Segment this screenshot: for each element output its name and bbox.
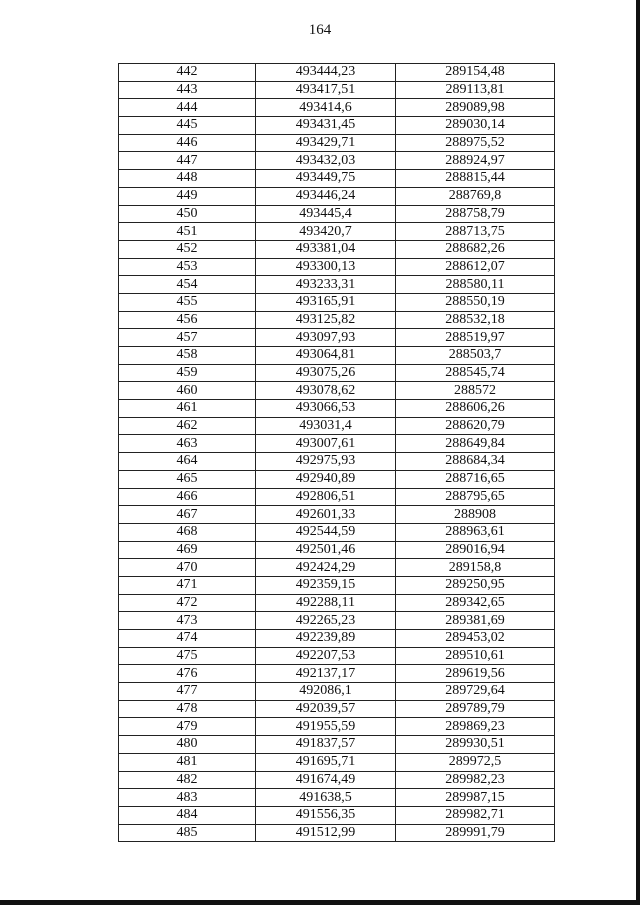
- x-coordinate-cell: 491638,5: [256, 789, 396, 807]
- y-coordinate-cell: 289453,02: [396, 630, 555, 648]
- point-number-cell: 461: [119, 400, 256, 418]
- point-number-cell: 469: [119, 541, 256, 559]
- table-row: [119, 647, 555, 665]
- x-coordinate-cell: 492975,93: [256, 453, 396, 471]
- y-coordinate-cell: 288815,44: [396, 170, 555, 188]
- x-coordinate-cell: 492239,89: [256, 630, 396, 648]
- table-row: [119, 400, 555, 418]
- y-coordinate-cell: 288519,97: [396, 329, 555, 347]
- point-number-cell: 476: [119, 665, 256, 683]
- x-coordinate-cell: 492265,23: [256, 612, 396, 630]
- point-number-cell: 473: [119, 612, 256, 630]
- x-coordinate-cell: 493417,51: [256, 81, 396, 99]
- point-number-cell: 449: [119, 187, 256, 205]
- point-number-cell: 460: [119, 382, 256, 400]
- y-coordinate-cell: 288503,7: [396, 347, 555, 365]
- point-number-cell: 442: [119, 64, 256, 82]
- table-row: [119, 470, 555, 488]
- table-row: [119, 276, 555, 294]
- x-coordinate-cell: 493233,31: [256, 276, 396, 294]
- point-number-cell: 477: [119, 683, 256, 701]
- point-number-cell: 481: [119, 753, 256, 771]
- y-coordinate-cell: 288606,26: [396, 400, 555, 418]
- table-row: [119, 541, 555, 559]
- x-coordinate-cell: 493078,62: [256, 382, 396, 400]
- point-number-cell: 470: [119, 559, 256, 577]
- x-coordinate-cell: 492501,46: [256, 541, 396, 559]
- table-row: [119, 223, 555, 241]
- table-row: [119, 64, 555, 82]
- point-number-cell: 457: [119, 329, 256, 347]
- table-row: [119, 789, 555, 807]
- point-number-cell: 480: [119, 736, 256, 754]
- y-coordinate-cell: 288975,52: [396, 134, 555, 152]
- table-row: [119, 364, 555, 382]
- y-coordinate-cell: 289789,79: [396, 700, 555, 718]
- x-coordinate-cell: 493064,81: [256, 347, 396, 365]
- y-coordinate-cell: 289113,81: [396, 81, 555, 99]
- y-coordinate-cell: 289154,48: [396, 64, 555, 82]
- y-coordinate-cell: 289158,8: [396, 559, 555, 577]
- x-coordinate-cell: 492544,59: [256, 523, 396, 541]
- point-number-cell: 468: [119, 523, 256, 541]
- point-number-cell: 485: [119, 824, 256, 842]
- y-coordinate-cell: 289342,65: [396, 594, 555, 612]
- y-coordinate-cell: 288649,84: [396, 435, 555, 453]
- y-coordinate-cell: 289250,95: [396, 576, 555, 594]
- table-row: [119, 576, 555, 594]
- x-coordinate-cell: 493414,6: [256, 99, 396, 117]
- point-number-cell: 474: [119, 630, 256, 648]
- table-row: [119, 205, 555, 223]
- table-row: [119, 488, 555, 506]
- y-coordinate-cell: 288716,65: [396, 470, 555, 488]
- y-coordinate-cell: 288795,65: [396, 488, 555, 506]
- x-coordinate-cell: 493446,24: [256, 187, 396, 205]
- table-row: [119, 99, 555, 117]
- x-coordinate-cell: 491695,71: [256, 753, 396, 771]
- y-coordinate-cell: 288572: [396, 382, 555, 400]
- table-row: [119, 559, 555, 577]
- point-number-cell: 453: [119, 258, 256, 276]
- x-coordinate-cell: 493007,61: [256, 435, 396, 453]
- table-row: [119, 683, 555, 701]
- point-number-cell: 445: [119, 117, 256, 135]
- x-coordinate-cell: 492086,1: [256, 683, 396, 701]
- point-number-cell: 446: [119, 134, 256, 152]
- x-coordinate-cell: 493420,7: [256, 223, 396, 241]
- point-number-cell: 443: [119, 81, 256, 99]
- x-coordinate-cell: 492806,51: [256, 488, 396, 506]
- x-coordinate-cell: 493381,04: [256, 240, 396, 258]
- x-coordinate-cell: 493097,93: [256, 329, 396, 347]
- x-coordinate-cell: 491512,99: [256, 824, 396, 842]
- y-coordinate-cell: 288682,26: [396, 240, 555, 258]
- table-row: [119, 612, 555, 630]
- table-row: [119, 81, 555, 99]
- point-number-cell: 467: [119, 506, 256, 524]
- y-coordinate-cell: 288532,18: [396, 311, 555, 329]
- x-coordinate-cell: 491955,59: [256, 718, 396, 736]
- point-number-cell: 463: [119, 435, 256, 453]
- table-row: [119, 665, 555, 683]
- page-number: 164: [308, 22, 332, 38]
- y-coordinate-cell: 289619,56: [396, 665, 555, 683]
- table-row: [119, 753, 555, 771]
- point-number-cell: 482: [119, 771, 256, 789]
- table-row: [119, 736, 555, 754]
- table-row: [119, 824, 555, 842]
- y-coordinate-cell: 288612,07: [396, 258, 555, 276]
- table-row: [119, 718, 555, 736]
- point-number-cell: 450: [119, 205, 256, 223]
- scan-border-right: [636, 0, 640, 905]
- point-number-cell: 478: [119, 700, 256, 718]
- table-row: [119, 382, 555, 400]
- point-number-cell: 479: [119, 718, 256, 736]
- y-coordinate-cell: 288580,11: [396, 276, 555, 294]
- table-row: [119, 152, 555, 170]
- table-row: [119, 134, 555, 152]
- y-coordinate-cell: 288758,79: [396, 205, 555, 223]
- y-coordinate-cell: 288769,8: [396, 187, 555, 205]
- table-row: [119, 806, 555, 824]
- y-coordinate-cell: 288620,79: [396, 417, 555, 435]
- y-coordinate-cell: 289991,79: [396, 824, 555, 842]
- y-coordinate-cell: 289381,69: [396, 612, 555, 630]
- y-coordinate-cell: 289987,15: [396, 789, 555, 807]
- y-coordinate-cell: 288684,34: [396, 453, 555, 471]
- x-coordinate-cell: 492207,53: [256, 647, 396, 665]
- y-coordinate-cell: 288908: [396, 506, 555, 524]
- x-coordinate-cell: 491556,35: [256, 806, 396, 824]
- table-row: [119, 258, 555, 276]
- point-number-cell: 459: [119, 364, 256, 382]
- x-coordinate-cell: 492359,15: [256, 576, 396, 594]
- x-coordinate-cell: 493066,53: [256, 400, 396, 418]
- table-row: [119, 506, 555, 524]
- point-number-cell: 465: [119, 470, 256, 488]
- point-number-cell: 472: [119, 594, 256, 612]
- point-number-cell: 454: [119, 276, 256, 294]
- table-row: [119, 240, 555, 258]
- table-row: [119, 311, 555, 329]
- point-number-cell: 475: [119, 647, 256, 665]
- y-coordinate-cell: 288924,97: [396, 152, 555, 170]
- table-row: [119, 170, 555, 188]
- coordinates-table: [118, 63, 555, 842]
- x-coordinate-cell: 493429,71: [256, 134, 396, 152]
- y-coordinate-cell: 289869,23: [396, 718, 555, 736]
- y-coordinate-cell: 289982,71: [396, 806, 555, 824]
- table-row: [119, 453, 555, 471]
- scan-border-bottom: [0, 900, 640, 905]
- y-coordinate-cell: 289930,51: [396, 736, 555, 754]
- x-coordinate-cell: 492039,57: [256, 700, 396, 718]
- table-row: [119, 523, 555, 541]
- x-coordinate-cell: 493432,03: [256, 152, 396, 170]
- y-coordinate-cell: 289030,14: [396, 117, 555, 135]
- y-coordinate-cell: 288963,61: [396, 523, 555, 541]
- table-row: [119, 435, 555, 453]
- point-number-cell: 455: [119, 293, 256, 311]
- x-coordinate-cell: 492288,11: [256, 594, 396, 612]
- table-row: [119, 293, 555, 311]
- y-coordinate-cell: 289089,98: [396, 99, 555, 117]
- point-number-cell: 448: [119, 170, 256, 188]
- y-coordinate-cell: 289972,5: [396, 753, 555, 771]
- x-coordinate-cell: 492137,17: [256, 665, 396, 683]
- x-coordinate-cell: 493444,23: [256, 64, 396, 82]
- y-coordinate-cell: 288550,19: [396, 293, 555, 311]
- x-coordinate-cell: 491837,57: [256, 736, 396, 754]
- x-coordinate-cell: 492424,29: [256, 559, 396, 577]
- point-number-cell: 464: [119, 453, 256, 471]
- table-row: [119, 630, 555, 648]
- x-coordinate-cell: 493300,13: [256, 258, 396, 276]
- point-number-cell: 458: [119, 347, 256, 365]
- y-coordinate-cell: 289016,94: [396, 541, 555, 559]
- table-row: [119, 187, 555, 205]
- x-coordinate-cell: 492940,89: [256, 470, 396, 488]
- y-coordinate-cell: 288713,75: [396, 223, 555, 241]
- x-coordinate-cell: 491674,49: [256, 771, 396, 789]
- point-number-cell: 444: [119, 99, 256, 117]
- x-coordinate-cell: 493031,4: [256, 417, 396, 435]
- point-number-cell: 471: [119, 576, 256, 594]
- x-coordinate-cell: 493431,45: [256, 117, 396, 135]
- point-number-cell: 462: [119, 417, 256, 435]
- table-row: [119, 117, 555, 135]
- coordinates-table-body: [119, 64, 555, 842]
- point-number-cell: 466: [119, 488, 256, 506]
- point-number-cell: 447: [119, 152, 256, 170]
- y-coordinate-cell: 289729,64: [396, 683, 555, 701]
- y-coordinate-cell: 289510,61: [396, 647, 555, 665]
- table-row: [119, 417, 555, 435]
- x-coordinate-cell: 493449,75: [256, 170, 396, 188]
- table-row: [119, 329, 555, 347]
- x-coordinate-cell: 493445,4: [256, 205, 396, 223]
- table-row: [119, 700, 555, 718]
- x-coordinate-cell: 493125,82: [256, 311, 396, 329]
- table-row: [119, 771, 555, 789]
- x-coordinate-cell: 492601,33: [256, 506, 396, 524]
- y-coordinate-cell: 288545,74: [396, 364, 555, 382]
- table-row: [119, 347, 555, 365]
- x-coordinate-cell: 493075,26: [256, 364, 396, 382]
- point-number-cell: 456: [119, 311, 256, 329]
- table-row: [119, 594, 555, 612]
- point-number-cell: 451: [119, 223, 256, 241]
- y-coordinate-cell: 289982,23: [396, 771, 555, 789]
- point-number-cell: 484: [119, 806, 256, 824]
- x-coordinate-cell: 493165,91: [256, 293, 396, 311]
- point-number-cell: 483: [119, 789, 256, 807]
- point-number-cell: 452: [119, 240, 256, 258]
